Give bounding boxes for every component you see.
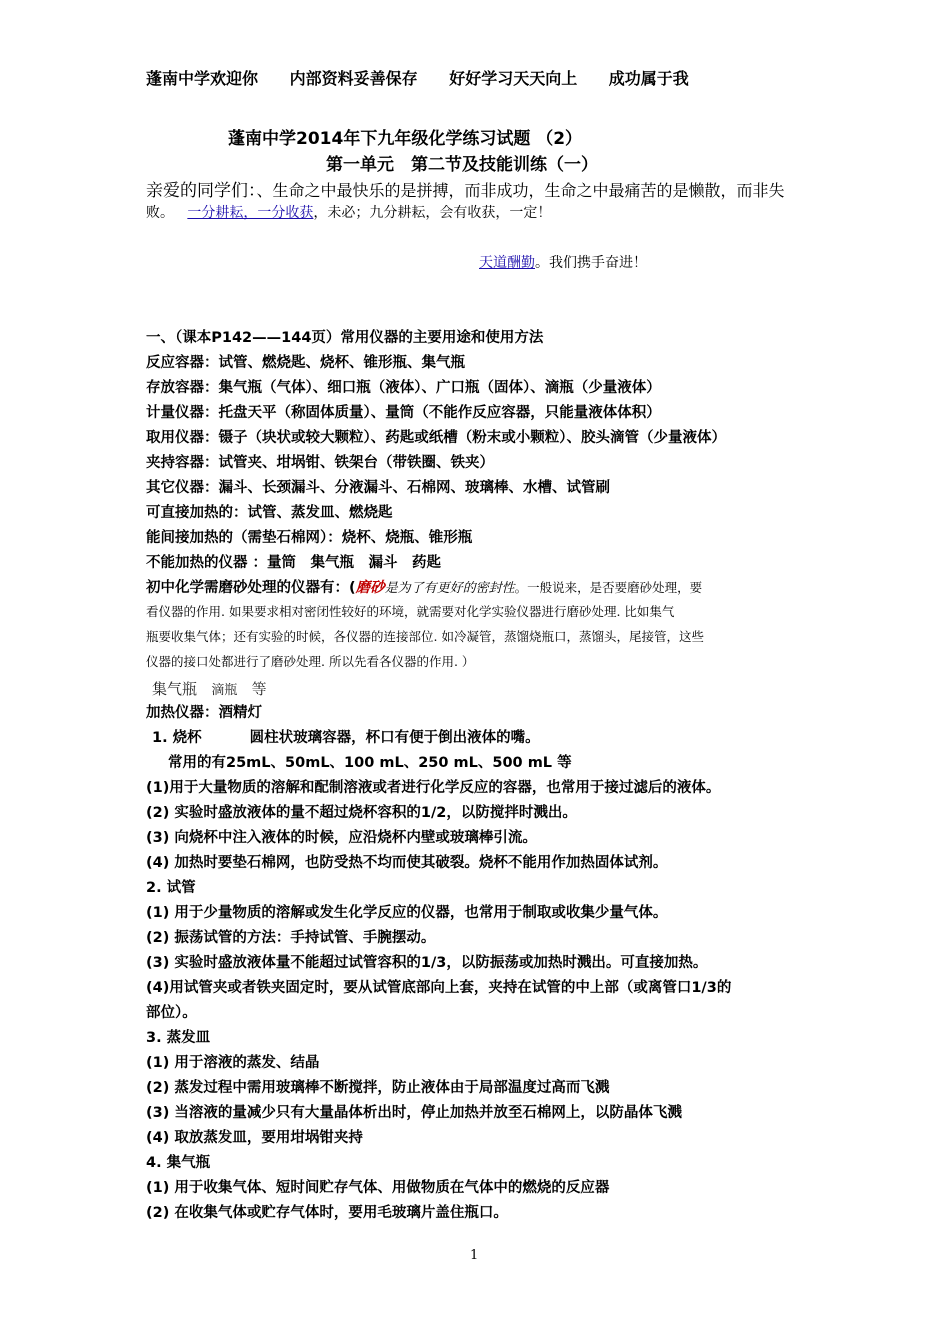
page-number: 1 <box>470 1248 479 1263</box>
example-item: 等 <box>251 680 267 698</box>
list-item: (4) 取放蒸发皿，要用坩埚钳夹持 <box>146 1130 363 1146</box>
heater-line: 加热仪器：酒精灯 <box>146 705 262 721</box>
intro-text: 。我们携手奋进！ <box>535 255 647 271</box>
grind-text: 。一般说来，是否要磨砂处理，要 <box>514 580 703 595</box>
list-item: (2) 在收集气体或贮存气体时，要用毛玻璃片盖住瓶口。 <box>146 1205 508 1221</box>
item-desc: 圆柱状玻璃容器，杯口有便于倒出液体的嘴。 <box>249 730 540 746</box>
intro-text: 、生命之中最快乐的是拼搏，而非成功，生命之中最痛苦的是懒散，而非失 <box>256 181 785 200</box>
list-item: 夹持容器：试管夹、坩埚钳、铁架台（带铁圈、铁夹） <box>146 455 494 471</box>
example-item: 滴瓶 <box>211 683 238 698</box>
list-item: (1) 用于溶液的蒸发、结晶 <box>146 1055 320 1071</box>
list-item: (2) 实验时盛放液体的量不超过烧杯容积的1/2，以防搅拌时溅出。 <box>146 805 577 821</box>
grind-note-line-3: 瓶要收集气体；还有实验的时候，各仪器的连接部位. 如冷凝管，蒸馏烧瓶口，蒸馏头，尾接管，这些 <box>146 629 704 644</box>
page-subtitle: 第一单元 第二节及技能训练（一） <box>326 155 598 175</box>
header-item: 蓬南中学欢迎你 <box>146 69 259 88</box>
grind-note-line-4: 仪器的接口处都进行了磨砂处理. 所以先看各仪器的作用. ） <box>146 654 475 669</box>
list-item: 部位）。 <box>146 1005 197 1021</box>
item-title: 2. 试管 <box>146 880 196 896</box>
header-item: 内部资料妥善保存 <box>289 69 418 88</box>
list-item: (2) 振荡试管的方法：手持试管、手腕摆动。 <box>146 930 436 946</box>
list-item: 取用仪器：镊子（块状或较大颗粒）、药匙或纸槽（粉末或小颗粒）、胶头滴管（少量液体） <box>146 430 726 446</box>
grind-examples <box>152 678 267 699</box>
list-item: (1) 用于收集气体、短时间贮存气体、用做物质在气体中的燃烧的反应器 <box>146 1180 610 1196</box>
example-item: 集气瓶 <box>152 680 198 698</box>
list-item: (3) 向烧杯中注入液体的时候，应沿烧杯内壁或玻璃棒引流。 <box>146 830 537 846</box>
list-item: 不能加热的仪器 ：量筒 集气瓶 漏斗 药匙 <box>146 555 442 571</box>
item-title: 1. 烧杯 <box>152 730 202 746</box>
intro-text: ，未必；九分耕耘，会有收获，一定！ <box>313 205 552 221</box>
list-item: 存放容器：集气瓶（气体）、细口瓶（液体）、广口瓶（固体）、滴瓶（少量液体） <box>146 380 661 396</box>
list-item: (4) 加热时要垫石棉网，也防受热不均而使其破裂。烧杯不能用作加热固体试剂。 <box>146 855 668 871</box>
intro-line-2 <box>146 202 551 222</box>
proverb-link[interactable]: 一分耕耘，一分收获 <box>187 205 314 221</box>
item-title: 4. 集气瓶 <box>146 1155 211 1171</box>
list-item: 其它仪器：漏斗、长颈漏斗、分液漏斗、石棉网、玻璃棒、水槽、试管刷 <box>146 480 610 496</box>
list-item: 计量仪器：托盘天平（称固体质量）、量筒（不能作反应容器，只能量液体体积） <box>146 405 661 421</box>
intro-line-1 <box>146 176 785 201</box>
list-item: (3) 当溶液的量减少只有大量晶体析出时，停止加热并放至石棉网上，以防晶体飞溅 <box>146 1105 682 1121</box>
grind-label: 初中化学需磨砂处理的仪器有：( <box>146 580 356 596</box>
beaker-sizes: 常用的有25mL、50mL、100 mL、250 mL、500 mL 等 <box>168 755 572 771</box>
header-item: 成功属于我 <box>608 69 689 88</box>
list-item: (1)用于大量物质的溶解和配制溶液或者进行化学反应的容器，也常用于接过滤后的液体。 <box>146 780 721 796</box>
item-title: 3. 蒸发皿 <box>146 1030 211 1046</box>
list-item: (3) 实验时盛放液体量不能超过试管容积的1/3，以防振荡或加热时溅出。可直接加热。 <box>146 955 708 971</box>
list-item: (2) 蒸发过程中需用玻璃棒不断搅拌，防止液体由于局部温度过高而飞溅 <box>146 1080 610 1096</box>
intro-lead: 亲爱的同学们： <box>146 181 257 201</box>
list-item: 可直接加热的：试管、蒸发皿、燃烧匙 <box>146 505 393 521</box>
header-item: 好好学习天天向上 <box>449 69 578 88</box>
list-item: 反应容器：试管、燃烧匙、烧杯、锥形瓶、集气瓶 <box>146 355 465 371</box>
grind-note-line-1 <box>146 576 702 597</box>
page-title: 蓬南中学2014年下九年级化学练习试题 （2） <box>228 129 583 149</box>
grind-italic: 是为了有更好的密封性 <box>384 581 515 596</box>
intro-line-3 <box>479 252 647 272</box>
beaker-title-line <box>152 726 540 747</box>
grind-keyword: 磨砂 <box>355 580 385 596</box>
list-item: (1) 用于少量物质的溶解或发生化学反应的仪器，也常用于制取或收集少量气体。 <box>146 905 668 921</box>
list-item: 能间接加热的（需垫石棉网）：烧杯、烧瓶、锥形瓶 <box>146 530 473 546</box>
section-heading: 一、（课本P142——144页）常用仪器的主要用途和使用方法 <box>146 330 544 346</box>
list-item: (4)用试管夹或者铁夹固定时，要从试管底部向上套，夹持在试管的中上部（或离管口1/3的 <box>146 980 732 996</box>
page-header <box>146 66 715 89</box>
intro-text: 败。 <box>146 205 174 221</box>
grind-note-line-2: 看仪器的作用. 如果要求相对密闭性较好的环境，就需要对化学实验仪器进行磨砂处理. 比如集气 <box>146 604 675 619</box>
proverb-link[interactable]: 天道酬勤 <box>479 255 535 271</box>
